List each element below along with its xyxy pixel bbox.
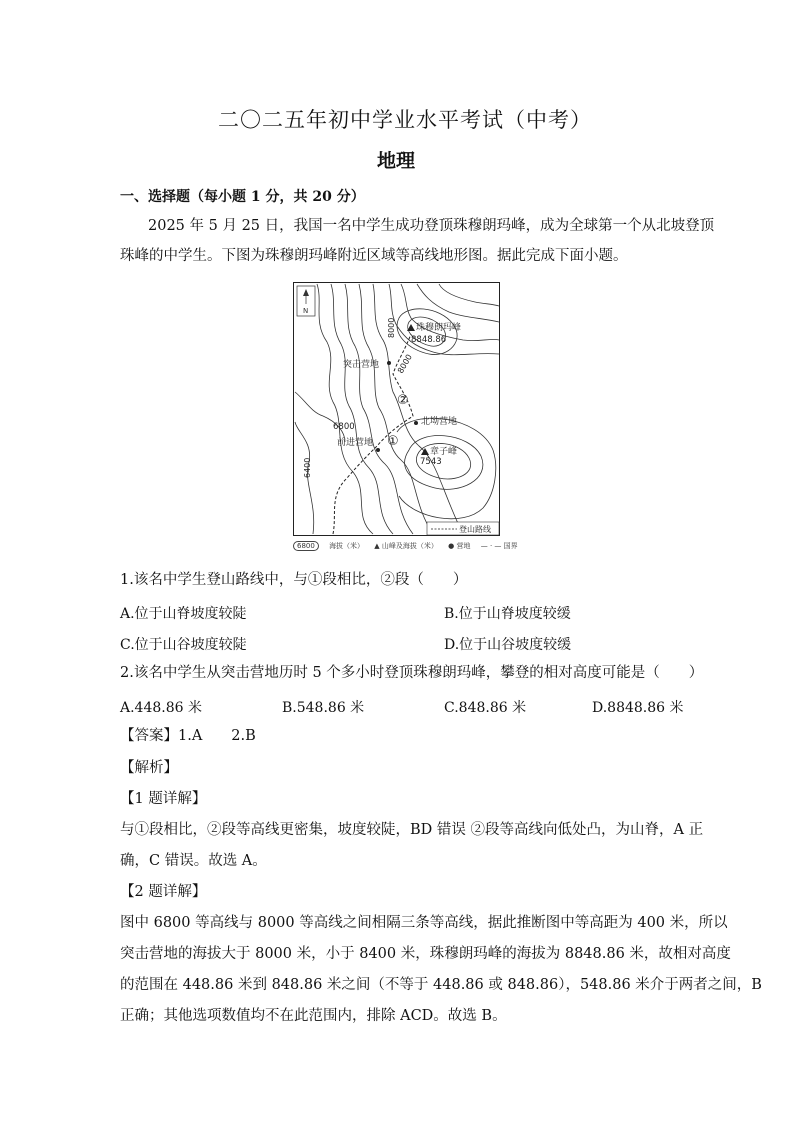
q1-stem: 1.该名中学生登山路线中，与①段相比，②段（ ）: [120, 572, 468, 588]
legend-contour-sample: 6800: [293, 541, 319, 551]
camp-north-dot: [414, 421, 418, 425]
map-legend: [293, 541, 526, 551]
peak-elevation-label: 8848.86: [411, 335, 447, 345]
camp-assault-label: 突击营地: [343, 360, 380, 370]
legend-border-label: — · — 国界: [480, 542, 518, 550]
legend-peak-label: ▲ 山峰及海拔（米）: [374, 542, 438, 550]
q1-option-d: D.位于山谷坡度较缓: [444, 637, 572, 653]
q2-stem: 2.该名中学生从突击营地历时 5 个多小时登顶珠穆朗玛峰，攀登的相对高度可能是（ ）: [120, 665, 704, 681]
camp-north-label: 北坳营地: [421, 417, 458, 427]
q2-option-a: A.448.86 米: [120, 700, 202, 716]
camp-advance-dot: [376, 448, 380, 452]
q1-option-a: A.位于山脊坡度较陡: [120, 606, 247, 622]
peak2-name-label: 章子峰: [430, 447, 458, 457]
section-heading: 一、选择题（每小题 1 分，共 20 分）: [120, 189, 365, 205]
detail2-line-4: 正确；其他选项数值均不在此范围内，排除 ACD。故选 B。: [120, 1008, 507, 1024]
contour-8000b-label: 8000: [395, 352, 414, 375]
camp-assault-dot: [387, 361, 391, 365]
intro-line-1: 2025 年 5 月 25 日，我国一名中学生成功登顶珠穆朗玛峰，成为全球第一个从北坡登顶: [148, 218, 715, 234]
detail2-line-3: 的范围在 448.86 米到 848.86 米之间（不等于 448.86 或 848.86），548.86 米介于两者之间，B: [120, 977, 762, 993]
contour-8000-label: 8000: [387, 317, 396, 338]
detail1-line-1: 与①段相比，②段等高线更密集，坡度较陡，BD 错误 ②段等高线向低处凸，为山脊，A 正: [120, 822, 704, 838]
detail1-line-2: 确，C 错误。故选 A。: [120, 853, 267, 869]
peak-name-label: 珠穆朗玛峰: [416, 323, 462, 333]
contour-6800-label: 6800: [333, 422, 355, 432]
intro-line-2: 珠峰的中学生。下图为珠穆朗玛峰附近区域等高线地形图。据此完成下面小题。: [120, 248, 628, 264]
detail2-heading: 【2 题详解】: [120, 884, 207, 900]
route-legend-label: 登山路线: [459, 525, 491, 534]
q2-option-d: D.8848.86 米: [592, 700, 684, 716]
segment-2-marker: ②: [397, 393, 409, 408]
page-title: 二〇二五年初中学业水平考试（中考）: [218, 108, 592, 132]
analysis-heading: 【解析】: [120, 760, 178, 776]
q1-option-b: B.位于山脊坡度较缓: [444, 606, 571, 622]
q1-option-c: C.位于山谷坡度较陡: [120, 637, 247, 653]
detail2-line-1: 图中 6800 等高线与 8000 等高线之间相隔三条等高线，据此推断图中等高距为 400 米，所以: [120, 915, 728, 931]
detail2-line-2: 突击营地的海拔大于 8000 米，小于 8400 米，珠穆朗玛峰的海拔为 8848.86 米，故相对高度: [120, 946, 731, 962]
contour-6400-label: 6400: [303, 457, 312, 478]
contour-map: [293, 282, 500, 536]
subject-title: 地理: [377, 150, 416, 172]
contour-map-svg: [293, 282, 500, 536]
segment-1-marker: ①: [387, 434, 399, 449]
answer-line: 【答案】1.A 2.B: [120, 728, 256, 744]
q2-option-b: B.548.86 米: [282, 700, 365, 716]
camp-advance-label: 前进营地: [337, 438, 374, 448]
q2-option-c: C.848.86 米: [444, 700, 527, 716]
detail1-heading: 【1 题详解】: [120, 791, 207, 807]
legend-contour-label: 海拔（米）: [329, 542, 365, 550]
legend-camp-label: ● 营地: [448, 542, 471, 550]
peak2-elevation-label: 7543: [420, 457, 442, 467]
north-label: N: [303, 307, 309, 315]
